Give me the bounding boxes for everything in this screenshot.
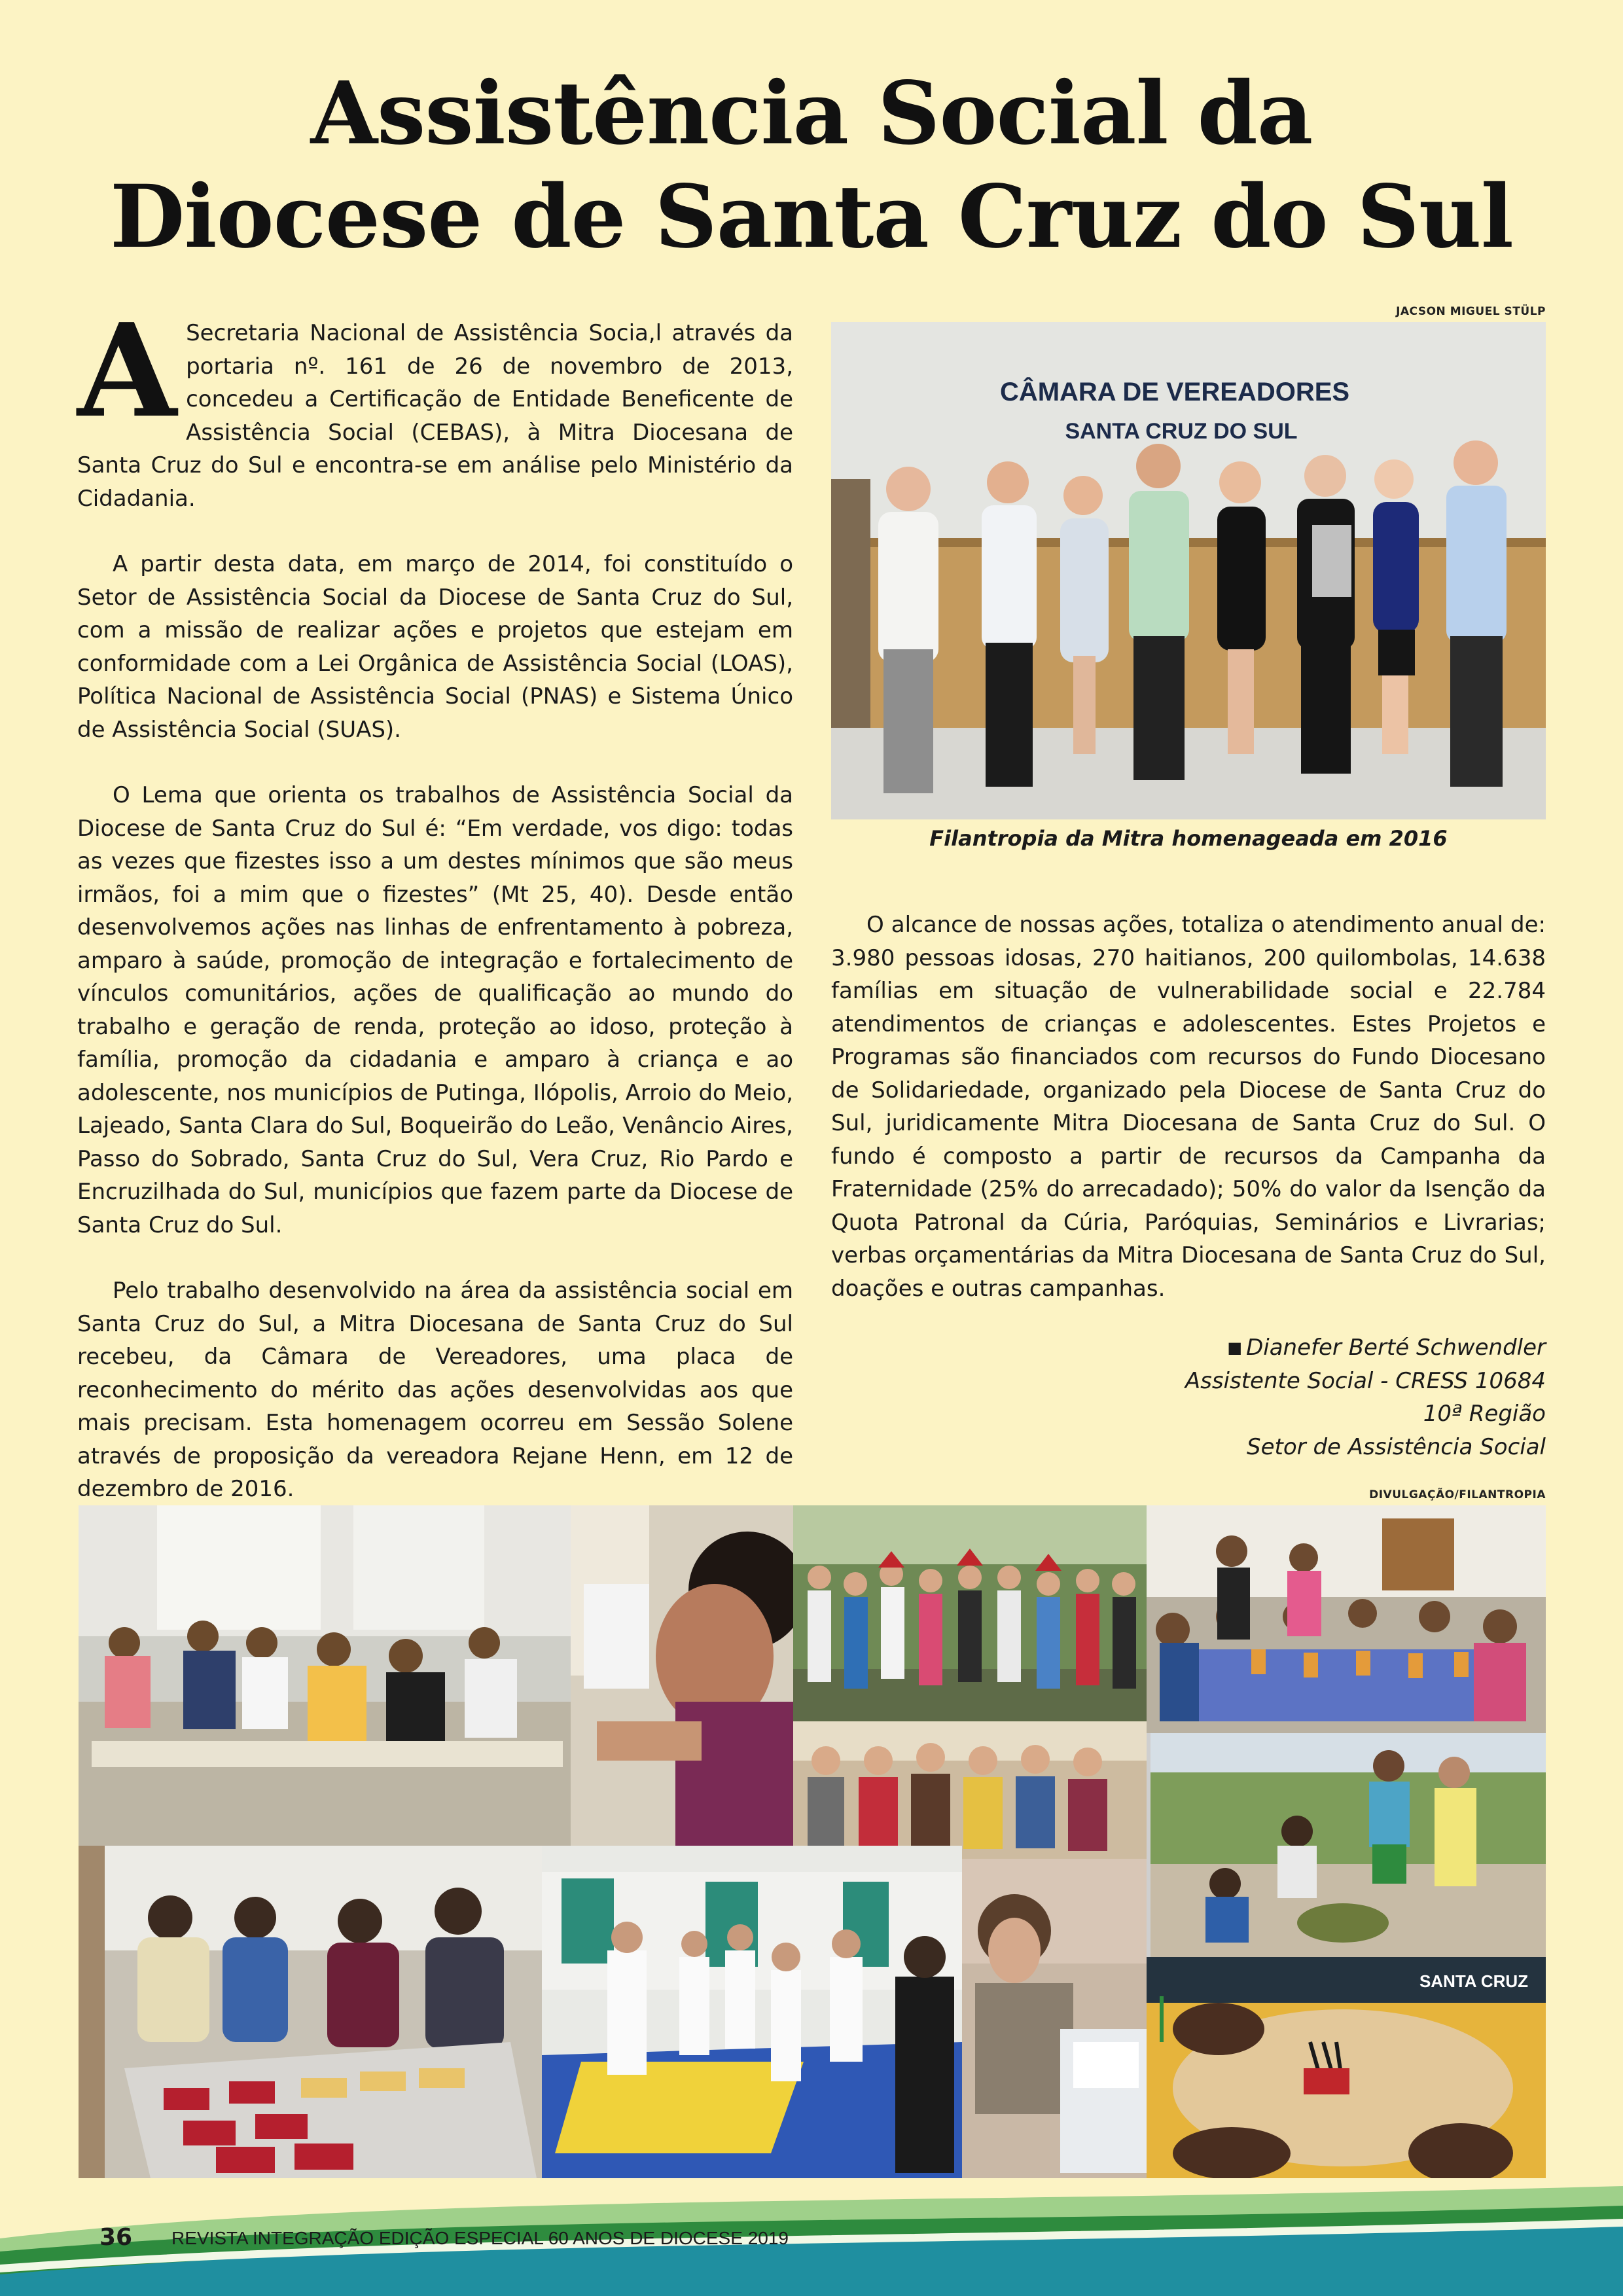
left-article-column <box>77 296 793 1539</box>
drop-cap: A <box>77 296 177 446</box>
bullet-square-icon: ■ <box>1227 1338 1243 1357</box>
collage-photo-karate <box>542 1846 962 2178</box>
author-role: Assistente Social - CRESS 10684 <box>1185 1367 1546 1394</box>
collage-photo-elderly-group <box>793 1721 1147 1859</box>
collage-photo-christmas-group <box>793 1505 1147 1721</box>
collage-photo-children-table <box>1147 1505 1546 1733</box>
collage-photo-elderly-crafts <box>962 1859 1147 2178</box>
page-title <box>0 62 1623 269</box>
title-line-1: Assistência Social da <box>310 63 1313 164</box>
collage-photo-baking <box>79 1846 542 2178</box>
paragraph-4: Pelo trabalho desenvolvido na área da assistência social em Santa Cruz do Sul, a Mitra Diocesana de Santa Cruz do Sul recebeu, da Câmara de Vereadores, uma placa de reconhecimento do mérito das ações desenvolvidas aos que mais precisam. Esta homenagem ocorreu em Sessão Solene através de proposição da vereadora Rejane Henn, em 12 de dezembro de 2016. <box>77 1278 793 1502</box>
author-name: Dianefer Berté Schwendler <box>1246 1335 1546 1361</box>
author-signature <box>982 1331 1546 1463</box>
publication-name: REVISTA INTEGRAÇÃO EDIÇÃO ESPECIAL 60 ANOS DE DIOCESE 2019 <box>171 2228 789 2248</box>
paragraph-2: A partir desta data, em março de 2014, foi constituído o Setor de Assistência Social da Diocese de Santa Cruz do Sul, com a missão de realizar ações e projetos que estejam em conformidade com a Lei Orgânica de Assistência Social (LOAS), Política Nacional de Assistência Social (PNAS) e Sistema Único de Assistência Social (SUAS). <box>77 551 793 743</box>
paragraph-1 <box>77 296 793 515</box>
shirt-text: SANTA CRUZ <box>1419 1971 1529 1991</box>
collage-photo-outdoor-kids <box>1147 1733 1546 1957</box>
collage-photo-classroom <box>79 1505 571 1846</box>
collage-credit: DIVULGAÇÃO/FILANTROPIA <box>1369 1488 1546 1501</box>
main-photo <box>831 322 1546 819</box>
paragraph-1-text: Secretaria Nacional de Assistência Socia,l através da portaria nº. 161 de 26 de novembro de 2013, concedeu a Certificação de Entidade Beneficente de Assistência Social (CEBAS), à Mitra Diocesana de Santa Cruz do Sul e encontra-se em análise pelo Ministério da Cidadania. <box>77 320 793 512</box>
page-number: 36 <box>99 2224 133 2251</box>
paragraph-3: O Lema que orienta os trabalhos de Assistência Social da Diocese de Santa Cruz do Sul é: “Em verdade, vos digo: todas as vezes que fizestes isso a um destes mínimos que são meus irmãos, foi a mim que o fizestes” (Mt 25, 40). Desde então desenvolvemos ações nas linhas de enfrentamento à pobreza, amparo à saúde, promoção de integração e fortalecimento de vínculos comunitários, ações de qualificação ao mundo do trabalho e geração de renda, proteção ao idoso, proteção à família, promoção da cidadania e amparo à criança e ao adolescente, nos municípios de Putinga, Ilópolis, Arroio do Meio, Lajeado, Santa Clara do Sul, Boqueirão do Leão, Venâncio Aires, Passo do Sobrado, Santa Cruz do Sul, Vera Cruz, Rio Pardo e Encruzilhada do Sul, municípios que fazem parte da Diocese de Santa Cruz do Sul. <box>77 782 793 1238</box>
photo-credit: JACSON MIGUEL STÜLP <box>1396 305 1546 318</box>
council-sign-text: CÂMARA DE VEREADORES <box>999 378 1350 406</box>
council-sign-subtext: SANTA CRUZ DO SUL <box>1065 419 1298 444</box>
author-name-line <box>982 1331 1546 1365</box>
main-photo-caption: Filantropia da Mitra homenageada em 2016 <box>929 826 1448 851</box>
collage-photo-sewing <box>571 1505 793 1846</box>
title-line-2: Diocese de Santa Cruz do Sul <box>109 166 1513 268</box>
right-article-column <box>831 908 1546 1338</box>
author-sector: Setor de Assistência Social <box>1247 1433 1546 1460</box>
author-region: 10ª Região <box>1423 1401 1546 1427</box>
collage-photo-children-drawing <box>1147 1957 1546 2178</box>
paragraph-5: O alcance de nossas ações, totaliza o atendimento anual de: 3.980 pessoas idosas, 270 haitianos, 200 quilombolas, 14.638 famílias em situação de vulnerabilidade social e 22.784 atendimentos de crianças e adolescentes. Estes Projetos e Programas são financiados com recursos do Fundo Diocesano de Solidariedade, organizado pela Diocese de Santa Cruz do Sul, juridicamente Mitra Diocesana de Santa Cruz do Sul. O fundo é composto a partir de recursos da Campanha da Fraternidade (25% do arrecadado); 50% do valor da Isenção da Quota Patronal da Cúria, Paróquias, Seminários e Livrarias; verbas orçamentárias da Mitra Diocesana de Santa Cruz do Sul, doações e outras campanhas. <box>831 912 1546 1302</box>
